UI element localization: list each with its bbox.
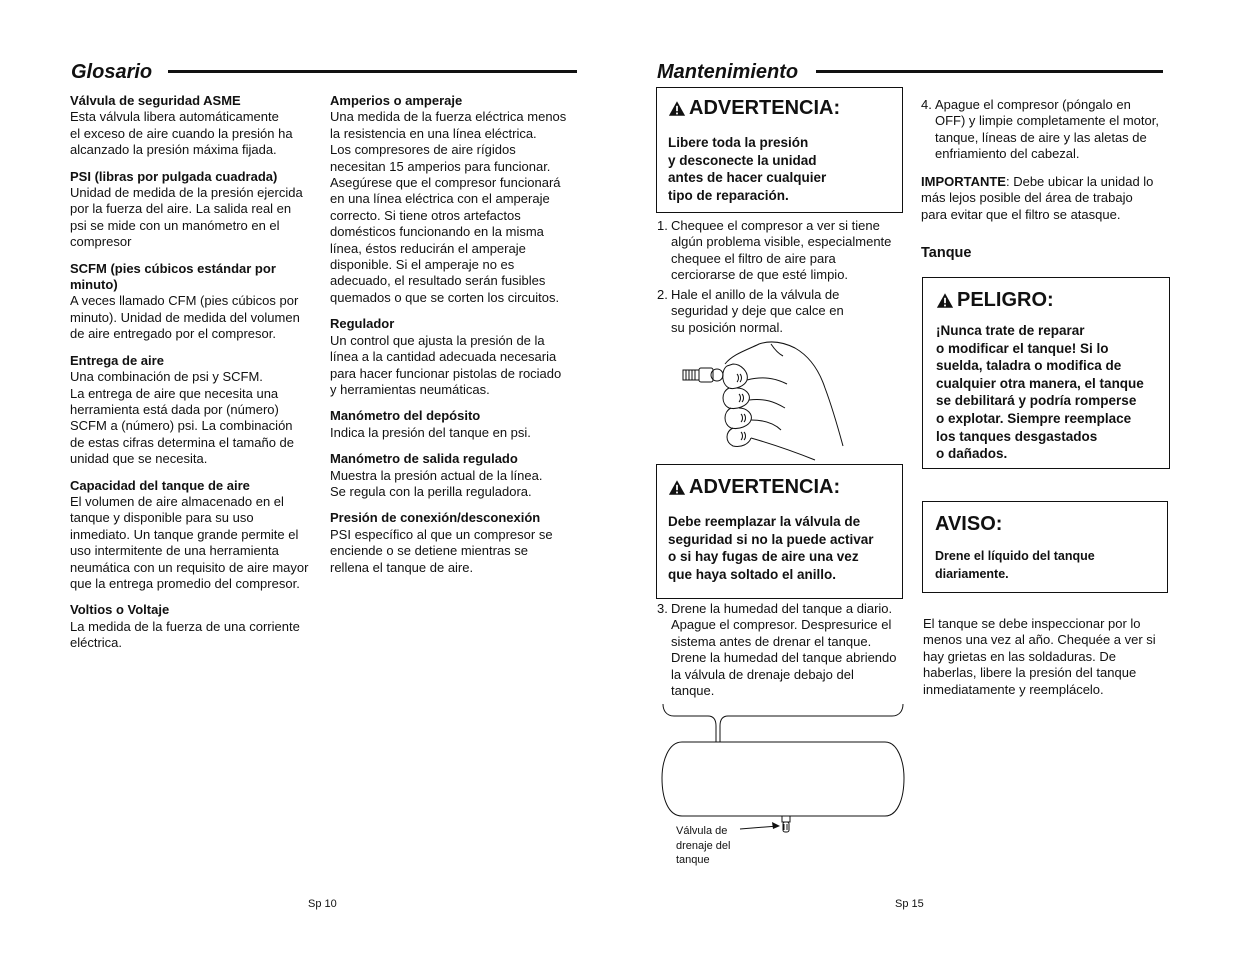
danger-text: ¡Nunca trate de reparar o modificar el tanque! Si lo suelda, taladra o modifica de cualquier otra manera, el tanque se debilitará y podría romperse o explotar. Siempre reemplace los tanques desgastados o dañados. (936, 323, 1144, 462)
warning-text: Libere toda la presión y desconecte la unidad antes de hacer cualquier tipo de reparación. (668, 135, 827, 203)
important-label: IMPORTANTE (921, 174, 1006, 189)
glossary-term: Presión de conexión/desconexión (330, 510, 541, 526)
glossary-entry (70, 93, 320, 159)
glossary-definition: Esta válvula libera automáticamente el exceso de aire cuando la presión ha alcanzado la presión máxima fijada. (70, 109, 293, 158)
glossary-entry (330, 93, 580, 306)
glossary-entry (70, 602, 320, 651)
step-text: Apague el compresor (póngalo en OFF) y limpie completamente el motor, tanque, líneas de aire y las aletas de enfriamiento del cabezal. (935, 97, 1159, 162)
glossary-column-1 (70, 93, 320, 662)
step-number: 4. (921, 97, 932, 112)
glossary-term: PSI (libras por pulgada cuadrada) (70, 168, 278, 184)
glossary-entry (330, 408, 580, 441)
glossary-term: SCFM (pies cúbicos estándar por minuto) (70, 260, 276, 293)
step-4 (921, 97, 1171, 163)
glossary-definition: Unidad de medida de la presión ejercida por la fuerza del aire. La salida real en psi se mide con un manómetro en el compresor (70, 185, 303, 250)
warning-triangle-icon (936, 292, 954, 309)
notice-heading-text: AVISO: (935, 513, 1003, 535)
warning-box-release-pressure (656, 87, 903, 213)
glossary-column-2 (330, 93, 580, 586)
step-text: Drene la humedad del tanque a diario. Apague el compresor. Despresurice el sistema antes de drenar el tanque. Drene la humedad del tanque abriendo la válvula de drenaje debajo del tanque. (671, 601, 897, 699)
glossary-entry (70, 478, 320, 593)
hand-pulling-valve-illustration (675, 336, 850, 464)
glossary-term: Entrega de aire (70, 352, 164, 368)
page-number-left: Sp 10 (308, 898, 337, 910)
notice-heading (935, 512, 1155, 536)
step-number: 3. (657, 601, 668, 616)
glossary-entry (330, 316, 580, 398)
warning-heading (668, 475, 891, 499)
glossary-definition: El volumen de aire almacenado en el tanque y disponible para su uso inmediato. Un tanque grande permite el uso intermitente de una herramienta neumática con un requisito de aire mayor que la entrega promedio del compresor. (70, 493, 309, 591)
maintenance-title: Mantenimiento (657, 61, 799, 83)
danger-heading (936, 288, 1156, 312)
glossary-term: Regulador (330, 316, 395, 332)
warning-box-safety-valve (656, 464, 903, 599)
drain-valve-label: Válvula de drenaje del tanque (676, 825, 731, 866)
glossary-term: Capacidad del tanque de aire (70, 477, 250, 493)
step-number: 2. (657, 287, 668, 302)
glossary-entry (70, 169, 320, 251)
step-number: 1. (657, 218, 668, 233)
tank-inspection-paragraph: El tanque se debe inspeccionar por lo menos una vez al año. Chequée a ver si hay grietas en las soldaduras. De haberlas, libere la presión del tanque inmediatamente y reemplácelo. (923, 616, 1156, 697)
notice-text: Drene el líquido del tanque diariamente. (935, 549, 1095, 581)
glossary-title: Glosario (71, 61, 153, 83)
glossary-entry (330, 451, 580, 500)
glossary-term: Manómetro de salida regulado (330, 451, 518, 467)
step-text: Hale el anillo de la válvula de seguridad y deje que calce en su posición normal. (671, 287, 844, 335)
danger-box (922, 277, 1170, 469)
danger-heading-text: PELIGRO: (957, 289, 1054, 311)
warning-text: Debe reemplazar la válvula de seguridad si no la puede activar o si hay fugas de aire una vez que haya soltado el anillo. (668, 514, 874, 582)
warning-triangle-icon (668, 100, 686, 117)
step-1 (657, 218, 907, 284)
glossary-definition: Muestra la presión actual de la línea. Se regula con la perilla reguladora. (330, 467, 543, 499)
warning-heading-text: ADVERTENCIA: (689, 476, 841, 498)
warning-heading-text: ADVERTENCIA: (689, 97, 841, 119)
step-2 (657, 287, 907, 336)
step-text: Chequee el compresor a ver si tiene algún problema visible, especialmente chequee el filtro de aire para cerciorarse de que esté limpio. (671, 218, 892, 283)
glossary-definition: Un control que ajusta la presión de la línea a la cantidad adecuada necesaria para hacer funcionar pistolas de rociado y herramientas neumáticas. (330, 332, 562, 397)
glossary-term: Amperios o amperaje (330, 93, 463, 108)
glossary-title-rule (168, 70, 577, 73)
important-text: : Debe ubicar la unidad lo más lejos posible del área de trabajo para evitar que el filtro se atasque. (921, 174, 1154, 222)
page-number-right: Sp 15 (895, 898, 924, 910)
glossary-entry (70, 261, 320, 343)
tank-drain-illustration (660, 702, 906, 838)
glossary-term: Manómetro del depósito (330, 408, 481, 424)
glossary-definition: La medida de la fuerza de una corriente eléctrica. (70, 618, 300, 651)
glossary-definition: Indica la presión del tanque en psi. (330, 424, 531, 440)
glossary-definition: A veces llamado CFM (pies cúbicos por minuto). Unidad de medida del volumen de aire entregado por el compresor. (70, 293, 300, 342)
glossary-entry (330, 510, 580, 576)
step-3 (657, 601, 907, 699)
glossary-term: Voltios o Voltaje (70, 602, 170, 618)
warning-heading (668, 96, 891, 120)
glossary-definition: PSI específico al que un compresor se enciende o se detiene mientras se rellena el tanque de aire. (330, 526, 553, 575)
glossary-term: Válvula de seguridad ASME (70, 93, 241, 108)
notice-box (922, 501, 1168, 593)
warning-triangle-icon (668, 479, 686, 496)
glossary-entry (70, 353, 320, 468)
glossary-definition: Una medida de la fuerza eléctrica menos la resistencia en una línea eléctrica. Los compresores de aire rígidos necesitan 15 amperios para funcionar. Asegúrese que el compresor funcionará en una línea eléctrica con el amperaje correcto. Si tiene otros artefactos domésticos funcionando en la misma línea, éstos reducirán el amperaje disponible. Si el amperaje no es adecuado, el resultado serán fusibles quemados o que se corten los circuitos. (330, 109, 567, 305)
maintenance-title-rule (816, 70, 1163, 73)
important-note (921, 174, 1171, 223)
tank-heading: Tanque (921, 245, 972, 261)
glossary-definition: Una combinación de psi y SCFM. La entrega de aire que necesita una herramienta está dada por (número) SCFM a (número) psi. La combinación de estas cifras determina el tamaño de unidad que se necesita. (70, 369, 295, 467)
